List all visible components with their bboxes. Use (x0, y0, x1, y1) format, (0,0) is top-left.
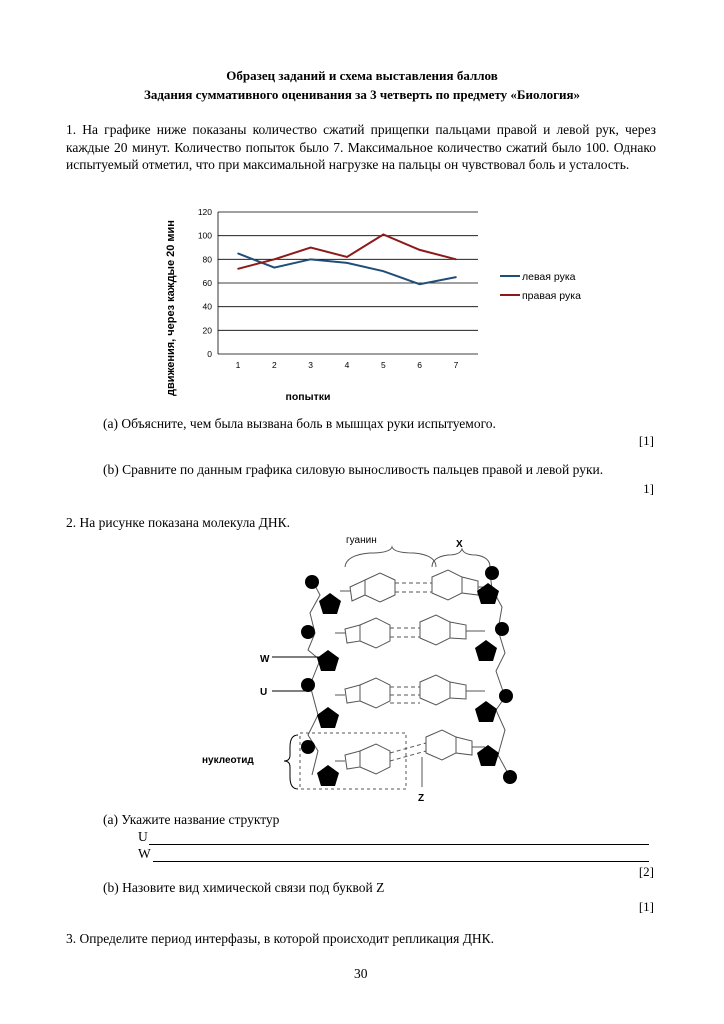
series-2-point-6 (419, 249, 421, 251)
dna-molecule-diagram (200, 525, 540, 805)
series-2-point-5 (383, 234, 385, 236)
label-z: Z (418, 793, 425, 804)
question-2a-text: (a) Укажите название структур (103, 812, 280, 827)
label-u: U (260, 687, 268, 698)
x-tick-5: 5 (380, 360, 386, 370)
series-1-point-1 (237, 253, 239, 255)
series-2-point-4 (346, 256, 348, 258)
label-guanine: гуанин (346, 535, 377, 546)
header-title: Образец заданий и схема выставления баллов (226, 68, 498, 83)
y-axis-label: движения, через каждые 20 мин (165, 220, 177, 396)
answer-w-line[interactable] (153, 861, 649, 862)
question-1a-text: (a) Объясните, чем была вызвана боль в мышцах руки испытуемого. (103, 416, 496, 431)
question-3-text: 3. Определите период интерфазы, в которой происходит репликация ДНК. (66, 931, 495, 946)
answer-w-label: W (138, 846, 151, 861)
question-2a-mark: [2] (638, 864, 654, 879)
series-1-point-4 (346, 262, 348, 264)
x-tick-4: 4 (344, 360, 350, 370)
y-tick-60: 60 (202, 278, 212, 288)
attempts-line-chart (160, 200, 620, 410)
label-x: X (456, 539, 463, 550)
y-tick-0: 0 (207, 349, 212, 359)
series-1-point-3 (310, 259, 312, 261)
series-1-point-5 (383, 270, 385, 272)
series-2-point-7 (455, 259, 457, 261)
x-tick-labels (236, 360, 459, 370)
label-nucleotide: нуклеотид (202, 755, 254, 766)
x-tick-6: 6 (417, 360, 423, 370)
question-1b-mark: 1] (643, 481, 654, 496)
question-2b-text: (b) Назовите вид химической связи под буквой Z (103, 880, 385, 895)
question-2-text: 2. На рисунке показана молекула ДНК. (66, 515, 291, 530)
y-tick-20: 20 (202, 325, 212, 336)
sugar-groups (317, 583, 499, 786)
question-1-text: 1. На графике ниже показаны количество сжатий прищепки пальцами правой и левой рук, через каждые 20 минут. Количество попыток было 7. Максимальное количество сжатий было 100. Однако испытуемый отметил, что при максимальной нагрузке на пальцы он чувствовал боль и усталость. (66, 122, 656, 172)
series-2-point-2 (274, 259, 276, 261)
y-tick-120: 120 (197, 207, 212, 217)
series-line-1 (238, 253, 456, 284)
answer-u-line[interactable] (149, 844, 649, 845)
y-tick-100: 100 (197, 230, 212, 241)
question-1a-mark: [1] (638, 433, 654, 448)
answer-u-label: U (138, 829, 148, 844)
legend-label-2: правая рука (522, 290, 581, 302)
series-2-point-1 (237, 268, 239, 270)
header-subtitle: Задания суммативного оценивания за 3 четверть по предмету «Биология» (143, 87, 581, 102)
x-tick-3: 3 (308, 360, 314, 370)
series-2-point-3 (310, 247, 312, 249)
page-number: 30 (354, 966, 368, 981)
series-1-point-6 (419, 283, 421, 285)
x-axis-label: попытки (285, 391, 331, 403)
y-tick-labels (198, 207, 212, 359)
series-1-point-2 (274, 267, 276, 269)
y-tick-40: 40 (202, 301, 212, 312)
series-1-point-7 (455, 276, 457, 278)
legend-label-1: левая рука (522, 271, 576, 283)
x-tick-1: 1 (235, 360, 241, 370)
question-1b-text: (b) Сравните по данным графика силовую выносливость пальцев правой и левой руки. (103, 462, 604, 477)
x-tick-7: 7 (453, 360, 459, 370)
y-tick-80: 80 (202, 254, 212, 265)
chart-grid (218, 212, 478, 354)
chart-legend (500, 271, 581, 302)
x-tick-2: 2 (271, 360, 277, 370)
question-2b-mark: [1] (638, 899, 654, 914)
label-w: W (260, 654, 270, 665)
